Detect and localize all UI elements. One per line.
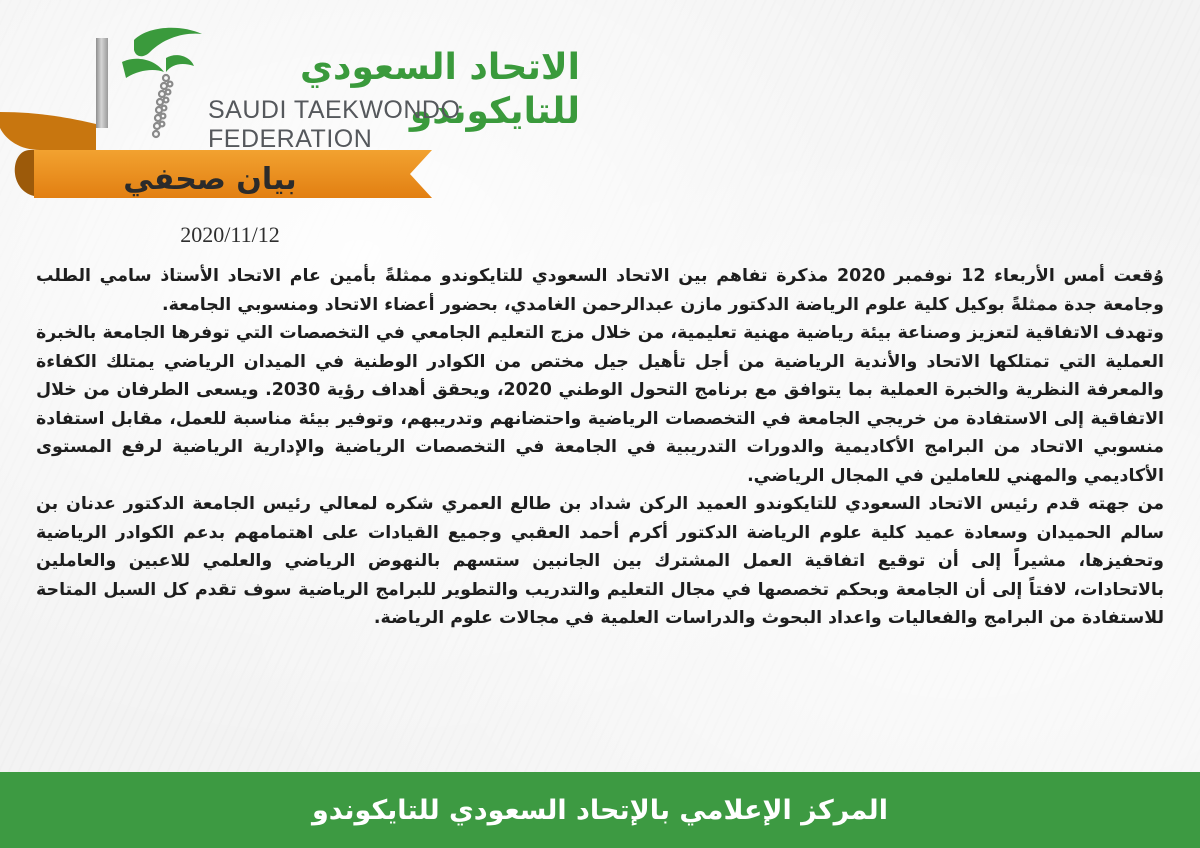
paragraph-1: وُقعت أمس الأربعاء 12 نوفمبر 2020 مذكرة تفاهم بين الاتحاد السعودي للتايكوندو ممثلةً بأمين عام الاتحاد الأستاذ سامي الطلب وجامعة جدة ممثلةً بوكيل كلية علوم الرياضة الدكتور مازن عبدالرحمن الغامدي، بحضور أعضاء الاتحاد ومنسوبي الجامعة. [36, 266, 1164, 315]
federation-name-english: SAUDI TAEKWONDO FEDERATION [208, 96, 461, 153]
taekwondo-logo-icon [120, 22, 210, 142]
paragraph-3: من جهته قدم رئيس الاتحاد السعودي للتايكوندو العميد الركن شداد بن طالع العمري شكره لمعالي رئيس الجامعة الدكتور عدنان بن سالم الحميدان وسعادة عميد كلية علوم الرياضة الدكتور أكرم أحمد العقبي وجميع القيادات على اهتمامهم بدعم الكوادر الرياضية وتحفيزها، مشيراً إلى أن توقيع اتفاقية العمل المشترك بين الجانبين ستسهم بالنهوض الرياضي والعلمي للاعبين والعاملين بالاتحادات، لافتاً إلى أن الجامعة وبحكم تخصصها في مجال التعليم والتدريب والتطوير للبرامج الرياضية سوف تقدم كل السبل المتاحة للاستفادة من البرامج والفعاليات واعداد البحوث والدراسات العلمية في مجالات علوم الرياضة. [36, 494, 1164, 628]
federation-name-arabic: الاتحاد السعودي للتايكوندو [300, 47, 580, 132]
ribbon-curl [15, 150, 34, 196]
footer-text: المركز الإعلامي بالإتحاد السعودي للتايكوندو [312, 794, 888, 826]
ribbon-fold [0, 112, 96, 150]
statement-body [36, 262, 1164, 633]
press-release-label: بيان صحفي [123, 162, 297, 197]
paragraph-2: وتهدف الاتفاقية لتعزيز وصناعة بيئة رياضية مهنية تعليمية، من خلال مزج التعليم الجامعي في التخصصات التي توفرها الجامعة بالخبرة العملية التي تمتلكها الاتحاد والأندية الرياضية من أجل تأهيل جيل مختص من الكوادر الوطنية في الميدان الرياضي يمتلك الكفاءة والمعرفة النظرية والخبرة العملية بما يتوافق مع برنامج التحول الوطني 2020، ويحقق أهداف رؤية 2030. ويسعى الطرفان من خلال الاتفاقية إلى الاستفادة من خريجي الجامعة في التخصصات الرياضية واحتضانهم وتدريبهم، وتوفير بيئة مناسبة للعمل، مقابل استفادة منسوبي الاتحاد من البرامج الأكاديمية والدورات التدريبية في الجامعة في التخصصات الرياضية والإدارية الرياضية لرفع المستوى الأكاديمي والمهني للعاملين في المجال الرياضي. [36, 323, 1164, 486]
release-date: 2020/11/12 [180, 222, 280, 247]
footer-bar [0, 772, 1200, 848]
